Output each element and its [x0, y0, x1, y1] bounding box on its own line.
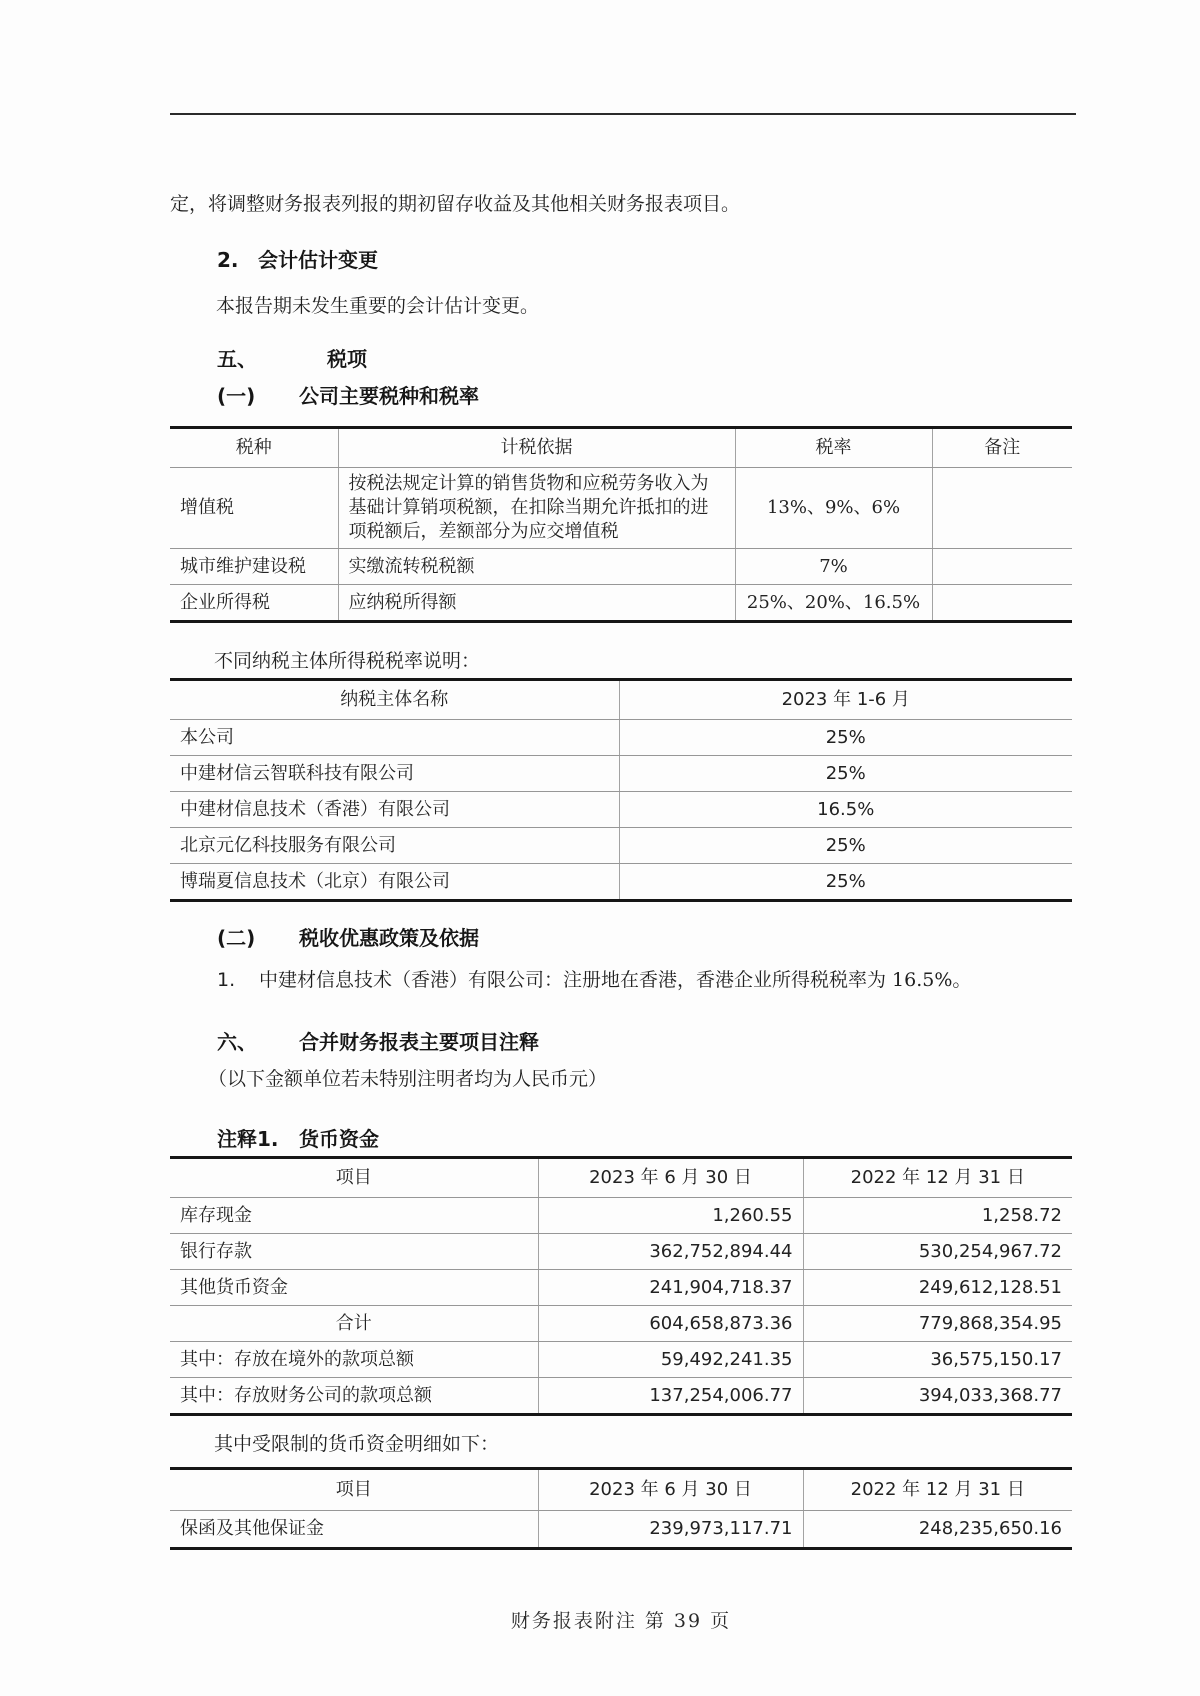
remark-cell: [932, 585, 1072, 622]
heading-number: 六、: [217, 1030, 257, 1054]
heading-tax-policy: [170, 927, 1072, 950]
amount-2023-cell: 1,260.55: [538, 1198, 803, 1234]
tax-rates-table: [170, 426, 1072, 623]
column-header-entity-name: 纳税主体名称: [170, 680, 619, 720]
monetary-funds-table: [170, 1156, 1072, 1416]
heading-title: 税收优惠政策及依据: [299, 926, 479, 950]
column-header-tax-type: 税种: [170, 428, 338, 468]
tax-basis-cell: 实缴流转税税额: [338, 549, 735, 585]
tax-type-cell: 企业所得税: [170, 585, 338, 622]
total-label-cell: 合计: [170, 1306, 538, 1342]
tax-type-cell: 城市维护建设税: [170, 549, 338, 585]
entity-rates-table: [170, 678, 1072, 902]
table-header-row: [170, 428, 1072, 468]
table-row: [170, 756, 1072, 792]
tax-rate-cell: 7%: [735, 549, 932, 585]
heading-number: (二): [217, 926, 256, 950]
remark-cell: [932, 468, 1072, 549]
entity-rate-cell: 25%: [619, 828, 1072, 864]
amount-2022-cell: 779,868,354.95: [803, 1306, 1072, 1342]
amount-2022-cell: 36,575,150.17: [803, 1342, 1072, 1378]
restricted-funds-note: 其中受限制的货币资金明细如下：: [214, 1433, 500, 1455]
amount-2023-cell: 59,492,241.35: [538, 1342, 803, 1378]
entity-name-cell: 本公司: [170, 720, 619, 756]
page-footer: 财务报表附注 第 39 页: [510, 1610, 732, 1632]
amount-2022-cell: 248,235,650.16: [803, 1511, 1072, 1549]
heading-title: 货币资金: [299, 1127, 379, 1151]
amount-2023-cell: 241,904,718.37: [538, 1270, 803, 1306]
table-row: [170, 549, 1072, 585]
heading-tax-types: [170, 385, 1072, 408]
table-header-row: [170, 1469, 1072, 1511]
restricted-funds-table: [170, 1467, 1072, 1550]
amount-2023-cell: 362,752,894.44: [538, 1234, 803, 1270]
heading-number: 五、: [217, 347, 257, 371]
heading-number: 注释1.: [217, 1127, 279, 1151]
heading-title: 合并财务报表主要项目注释: [299, 1030, 539, 1054]
column-header-date-2022: 2022 年 12 月 31 日: [803, 1158, 1072, 1198]
entity-rate-cell: 25%: [619, 720, 1072, 756]
entity-name-cell: 北京元亿科技服务有限公司: [170, 828, 619, 864]
table-row-total: [170, 1306, 1072, 1342]
table-header-row: [170, 680, 1072, 720]
table-row: [170, 468, 1072, 549]
tax-basis-cell: 按税法规定计算的销售货物和应税劳务收入为基础计算销项税额，在扣除当期允许抵扣的进项税额后，差额部分为应交增值税: [338, 468, 735, 549]
heading-number: 2.: [217, 248, 239, 272]
table-row: [170, 1234, 1072, 1270]
entity-name-cell: 中建材信云智联科技有限公司: [170, 756, 619, 792]
entity-rate-cell: 25%: [619, 756, 1072, 792]
amount-2022-cell: 1,258.72: [803, 1198, 1072, 1234]
table-row: [170, 1198, 1072, 1234]
page-content: [170, 113, 1072, 1652]
tax-rate-cell: 25%、20%、16.5%: [735, 585, 932, 622]
column-header-item: 项目: [170, 1158, 538, 1198]
amount-2022-cell: 249,612,128.51: [803, 1270, 1072, 1306]
entity-rate-note: 不同纳税主体所得税税率说明：: [214, 650, 481, 672]
column-header-tax-rate: 税率: [735, 428, 932, 468]
heading-title: 会计估计变更: [258, 248, 378, 272]
item-number: 1.: [217, 969, 236, 991]
heading-tax-section: [170, 348, 1072, 371]
amount-2022-cell: 530,254,967.72: [803, 1234, 1072, 1270]
item-cell: 库存现金: [170, 1198, 538, 1234]
intro-paragraph: 定，将调整财务报表列报的期初留存收益及其他相关财务报表项目。: [170, 193, 741, 215]
item-cell: 银行存款: [170, 1234, 538, 1270]
column-header-remark: 备注: [932, 428, 1072, 468]
amount-2022-cell: 394,033,368.77: [803, 1378, 1072, 1415]
item-cell: 其中：存放财务公司的款项总额: [170, 1378, 538, 1415]
entity-name-cell: 中建材信息技术（香港）有限公司: [170, 792, 619, 828]
table-row: [170, 1342, 1072, 1378]
table-row: [170, 864, 1072, 901]
heading-consolidated-notes: [170, 1031, 1072, 1054]
tax-rate-cell: 13%、9%、6%: [735, 468, 932, 549]
column-header-tax-basis: 计税依据: [338, 428, 735, 468]
tax-policy-item: [170, 969, 1072, 992]
table-row: [170, 828, 1072, 864]
table-row: [170, 720, 1072, 756]
tax-type-cell: 增值税: [170, 468, 338, 549]
column-header-date-2023: 2023 年 6 月 30 日: [538, 1158, 803, 1198]
accounting-estimate-body: 本报告期未发生重要的会计估计变更。: [216, 295, 540, 317]
amount-2023-cell: 239,973,117.71: [538, 1511, 803, 1549]
heading-title: 税项: [327, 347, 367, 371]
table-row: [170, 1511, 1072, 1549]
entity-rate-cell: 16.5%: [619, 792, 1072, 828]
heading-note1-monetary-funds: [170, 1128, 1072, 1151]
amount-2023-cell: 604,658,873.36: [538, 1306, 803, 1342]
column-header-date-2023: 2023 年 6 月 30 日: [538, 1469, 803, 1511]
item-cell: 其中：存放在境外的款项总额: [170, 1342, 538, 1378]
item-cell: 保函及其他保证金: [170, 1511, 538, 1549]
column-header-date-2022: 2022 年 12 月 31 日: [803, 1469, 1072, 1511]
remark-cell: [932, 549, 1072, 585]
column-header-item: 项目: [170, 1469, 538, 1511]
item-cell: 其他货币资金: [170, 1270, 538, 1306]
table-row: [170, 585, 1072, 622]
table-header-row: [170, 1158, 1072, 1198]
table-row: [170, 792, 1072, 828]
heading-number: (一): [217, 384, 256, 408]
table-row: [170, 1270, 1072, 1306]
entity-rate-cell: 25%: [619, 864, 1072, 901]
item-text: 中建材信息技术（香港）有限公司：注册地在香港，香港企业所得税税率为 16.5%。: [259, 969, 972, 991]
heading-accounting-estimate-change: [170, 249, 1072, 272]
entity-name-cell: 博瑞夏信息技术（北京）有限公司: [170, 864, 619, 901]
tax-basis-cell: 应纳税所得额: [338, 585, 735, 622]
table-row: [170, 1378, 1072, 1415]
column-header-period: 2023 年 1-6 月: [619, 680, 1072, 720]
unit-note: （以下金额单位若未特别注明者均为人民币元）: [208, 1068, 608, 1090]
amount-2023-cell: 137,254,006.77: [538, 1378, 803, 1415]
heading-title: 公司主要税种和税率: [299, 384, 479, 408]
